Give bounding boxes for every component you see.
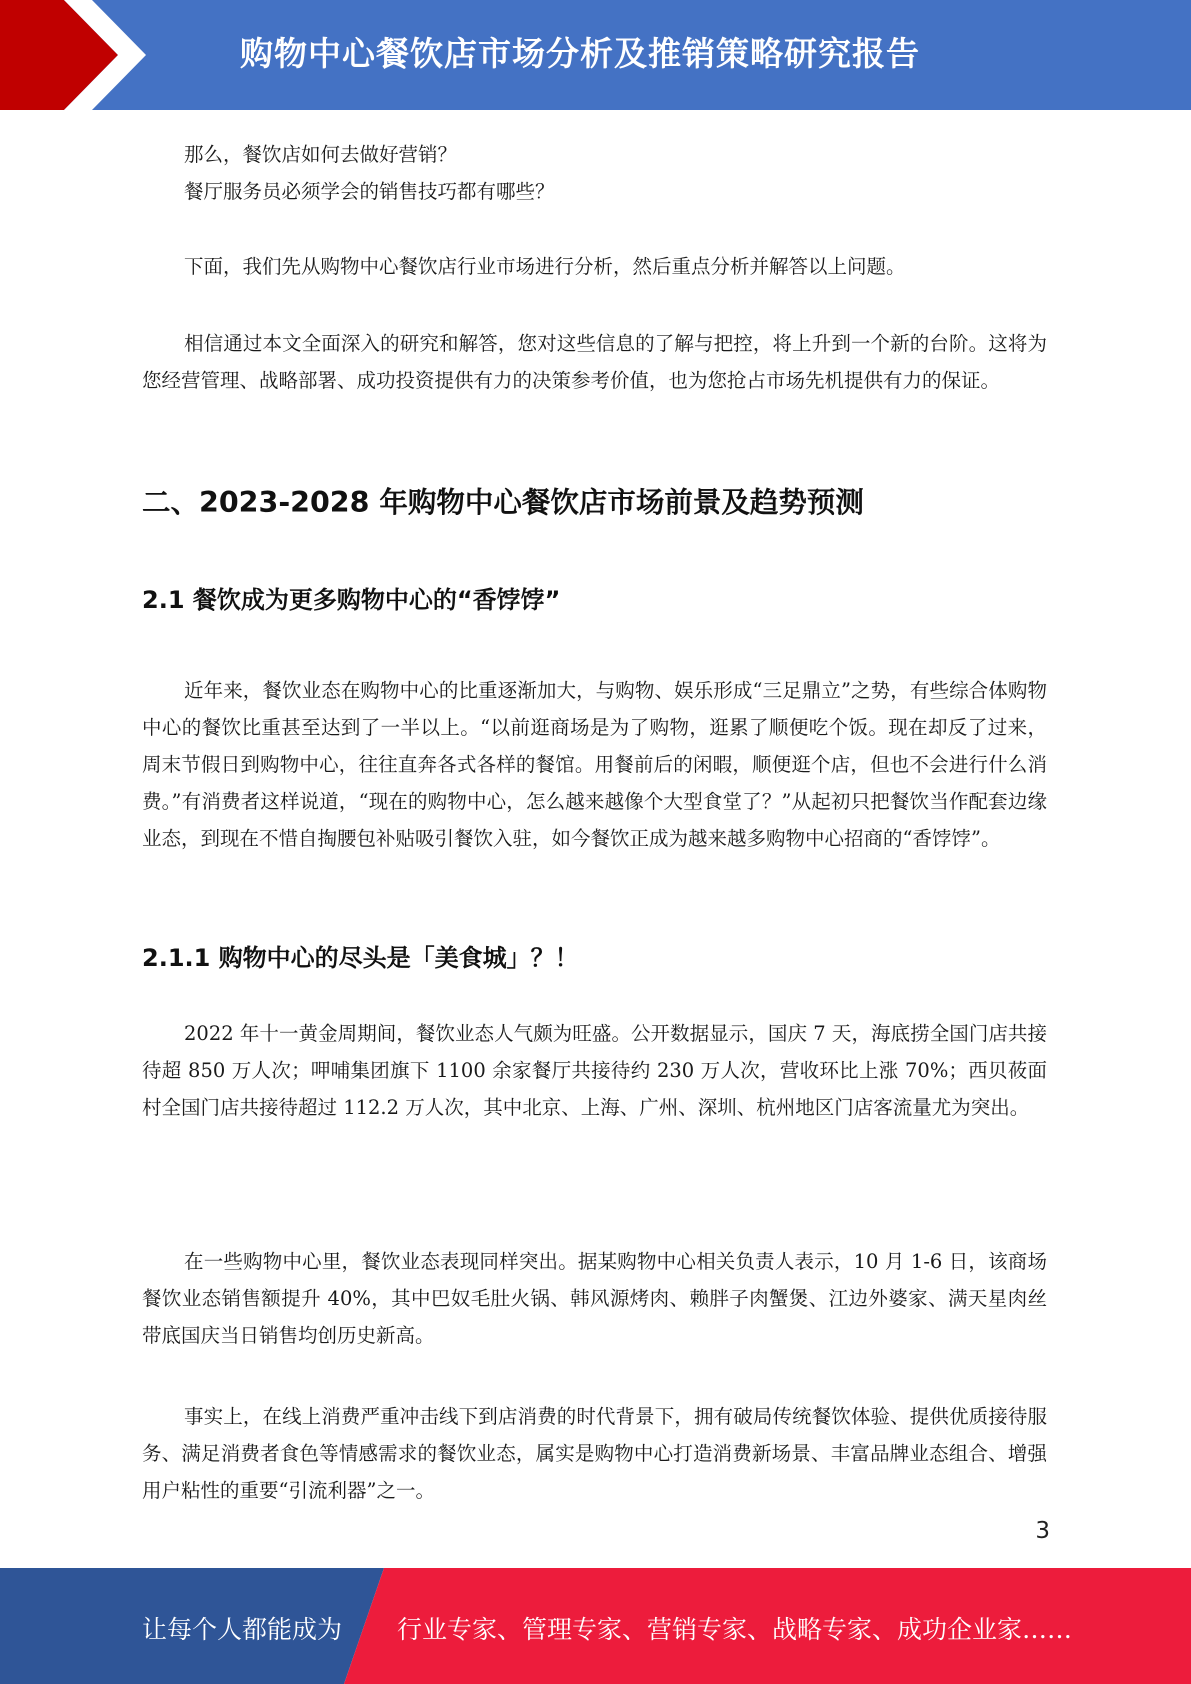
page-header xyxy=(0,0,1191,110)
section-heading: 二、2023-2028 年购物中心餐饮店市场前景及趋势预测 xyxy=(142,486,864,519)
paragraph-2-1-1-b: 在一些购物中心里，餐饮业态表现同样突出。据某购物中心相关负责人表示，10 月 1-6 日，该商场餐饮业态销售额提升 40%，其中巴奴毛肚火锅、韩风源烤肉、赖胖子肉蟹煲、江边外婆家、满天星肉丝带底国庆当日销售均创历史新高。 xyxy=(142,1250,1047,1347)
paragraph-question-2: 餐厅服务员必须学会的销售技巧都有哪些？ xyxy=(184,180,555,203)
paragraph-question-1: 那么，餐饮店如何去做好营销？ xyxy=(184,143,458,166)
header-title: 购物中心餐饮店市场分析及推销策略研究报告 xyxy=(240,34,920,73)
subsection-heading-2-1: 2.1 餐饮成为更多购物中心的“香饽饽” xyxy=(142,586,561,614)
footer-slogan-right: 行业专家、管理专家、营销专家、战略专家、成功企业家…… xyxy=(397,1615,1073,1644)
paragraph-value: 相信通过本文全面深入的研究和解答，您对这些信息的了解与把控，将上升到一个新的台阶。这将为您经营管理、战略部署、成功投资提供有力的决策参考价值，也为您抢占市场先机提供有力的保证。 xyxy=(142,332,1047,392)
paragraph-intro: 下面，我们先从购物中心餐饮店行业市场进行分析，然后重点分析并解答以上问题。 xyxy=(184,255,906,278)
subsection-heading-2-1-1: 2.1.1 购物中心的尽头是「美食城」？！ xyxy=(142,944,579,972)
paragraph-2-1-1-a: 2022 年十一黄金周期间，餐饮业态人气颇为旺盛。公开数据显示，国庆 7 天，海底捞全国门店共接待超 850 万人次；呷哺集团旗下 1100 余家餐厅共接待约 230 万人次，营收环比上涨 70%；西贝莜面村全国门店共接待超过 112.2 万人次，其中北京、上海、广州、深圳、杭州地区门店客流量尤为突出。 xyxy=(142,1022,1047,1119)
page-number: 3 xyxy=(1035,1518,1050,1544)
paragraph-2-1-1-c: 事实上，在线上消费严重冲击线下到店消费的时代背景下，拥有破局传统餐饮体验、提供优质接待服务、满足消费者食色等情感需求的餐饮业态，属实是购物中心打造消费新场景、丰富品牌业态组合、增强用户粘性的重要“引流利器”之一。 xyxy=(142,1405,1047,1502)
footer-slogan-left: 让每个人都能成为 xyxy=(142,1615,343,1644)
header-arrow-decoration xyxy=(0,0,160,110)
paragraph-2-1: 近年来，餐饮业态在购物中心的比重逐渐加大，与购物、娱乐形成“三足鼎立”之势，有些综合体购物中心的餐饮比重甚至达到了一半以上。“以前逛商场是为了购物，逛累了顺便吃个饭。现在却反了过来，周末节假日到购物中心，往往直奔各式各样的餐馆。用餐前后的闲暇，顺便逛个店，但也不会进行什么消费。”有消费者这样说道，“现在的购物中心，怎么越来越像个大型食堂了？”从起初只把餐饮当作配套边缘业态，到现在不惜自掏腰包补贴吸引餐饮入驻，如今餐饮正成为越来越多购物中心招商的“香饽饽”。 xyxy=(142,679,1047,850)
page-footer xyxy=(0,1568,1191,1684)
